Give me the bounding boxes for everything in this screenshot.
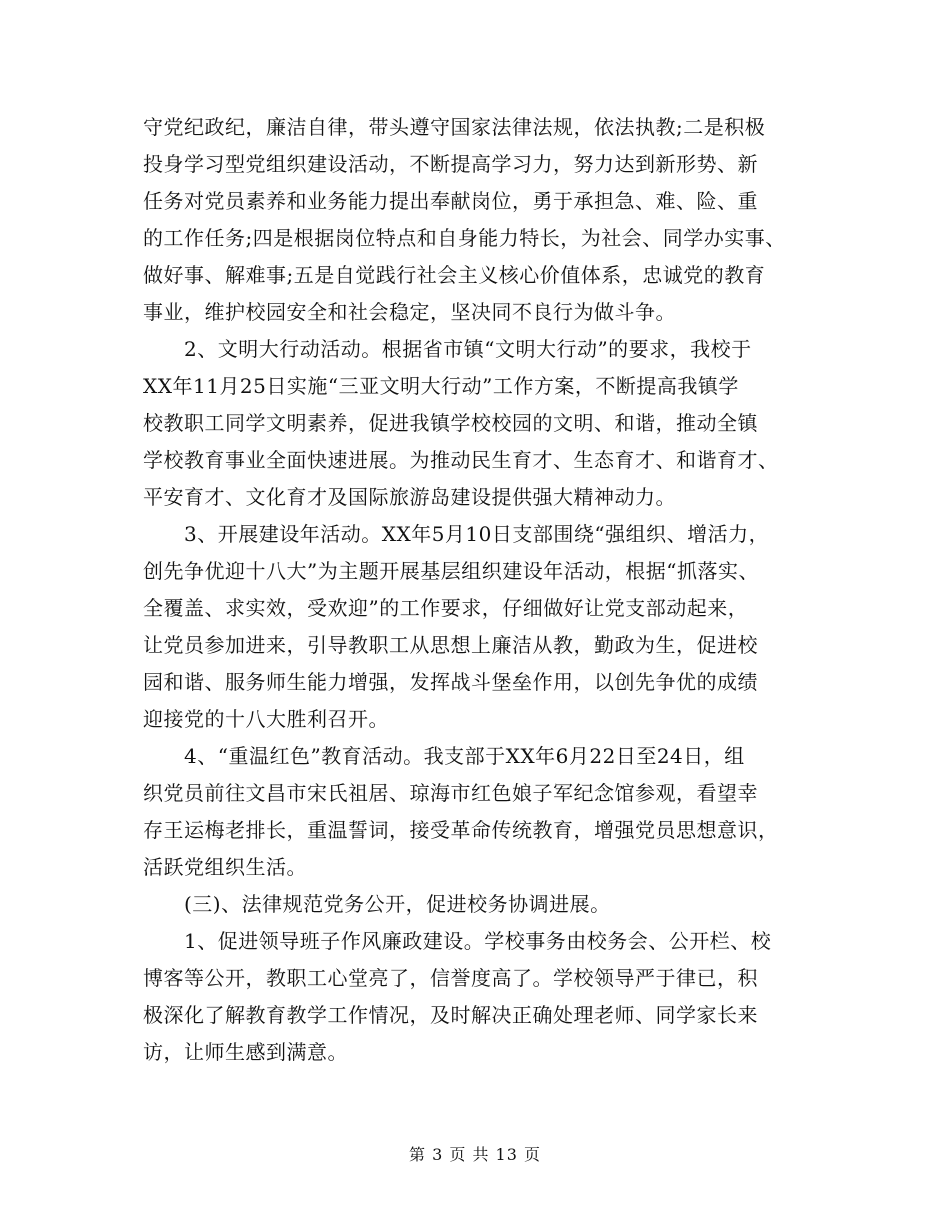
text-line: 活跃党组织生活。 <box>143 855 307 879</box>
section-heading: (三)、法律规范党务公开，促进校务协调进展。 <box>143 892 611 916</box>
text-line: XX年11月25日实施“三亚文明大行动”工作方案，不断提高我镇学 <box>143 374 739 398</box>
text-line: 博客等公开，教职工心堂亮了，信誉度高了。学校领导严于律已，积 <box>143 966 758 990</box>
text-line: 4、“重温红色”教育活动。我支部于XX年6月22日至24日，组 <box>143 744 745 768</box>
text-line: 守党纪政纪，廉洁自律，带头遵守国家法律法规，依法执教;二是积极 <box>143 115 766 139</box>
text-line: 访，让师生感到满意。 <box>143 1040 348 1064</box>
text-line: 存王运梅老排长，重温誓词，接受革命传统教育，增强党员思想意识， <box>143 818 779 842</box>
text-line: 让党员参加进来，引导教职工从思想上廉洁从教，勤政为生，促进校 <box>143 633 758 657</box>
text-line: 任务对党员素养和业务能力提出奉献岗位，勇于承担急、难、险、重 <box>143 189 758 213</box>
text-line: 校教职工同学文明素养，促进我镇学校校园的文明、和谐，推动全镇 <box>143 411 758 435</box>
text-line: 1、促进领导班子作风廉政建设。学校事务由校务会、公开栏、校 <box>143 929 772 953</box>
text-line: 做好事、解难事;五是自觉践行社会主义核心价值体系，忠诚党的教育 <box>143 263 766 287</box>
text-line: 平安育才、文化育才及国际旅游岛建设提供强大精神动力。 <box>143 485 676 509</box>
text-line: 全覆盖、求实效，受欢迎”的工作要求，仔细做好让党支部动起来， <box>143 596 749 620</box>
text-line: 极深化了解教育教学工作情况，及时解决正确处理老师、同学家长来 <box>143 1003 758 1027</box>
text-line: 迎接党的十八大胜利召开。 <box>143 707 389 731</box>
text-line: 创先争优迎十八大”为主题开展基层组织建设年活动，根据“抓落实、 <box>143 559 759 583</box>
text-line: 织党员前往文昌市宋氏祖居、琼海市红色娘子军纪念馆参观，看望幸 <box>143 781 758 805</box>
text-line: 的工作任务;四是根据岗位特点和自身能力特长，为社会、同学办实事、 <box>143 226 786 250</box>
text-line: 事业，维护校园安全和社会稳定，坚决同不良行为做斗争。 <box>143 300 676 324</box>
text-line: 2、文明大行动活动。根据省市镇“文明大行动”的要求，我校于 <box>143 337 752 361</box>
page-number-footer: 第 3 页 共 13 页 <box>409 1145 541 1164</box>
text-line: 园和谐、服务师生能力增强，发挥战斗堡垒作用，以创先争优的成绩 <box>143 670 758 694</box>
text-line: 投身学习型党组织建设活动，不断提高学习力，努力达到新形势、新 <box>143 152 758 176</box>
text-line: 3、开展建设年活动。XX年5月10日支部围绕“强组织、增活力， <box>143 522 770 546</box>
text-line: 学校教育事业全面快速进展。为推动民生育才、生态育才、和谐育才、 <box>143 448 779 472</box>
